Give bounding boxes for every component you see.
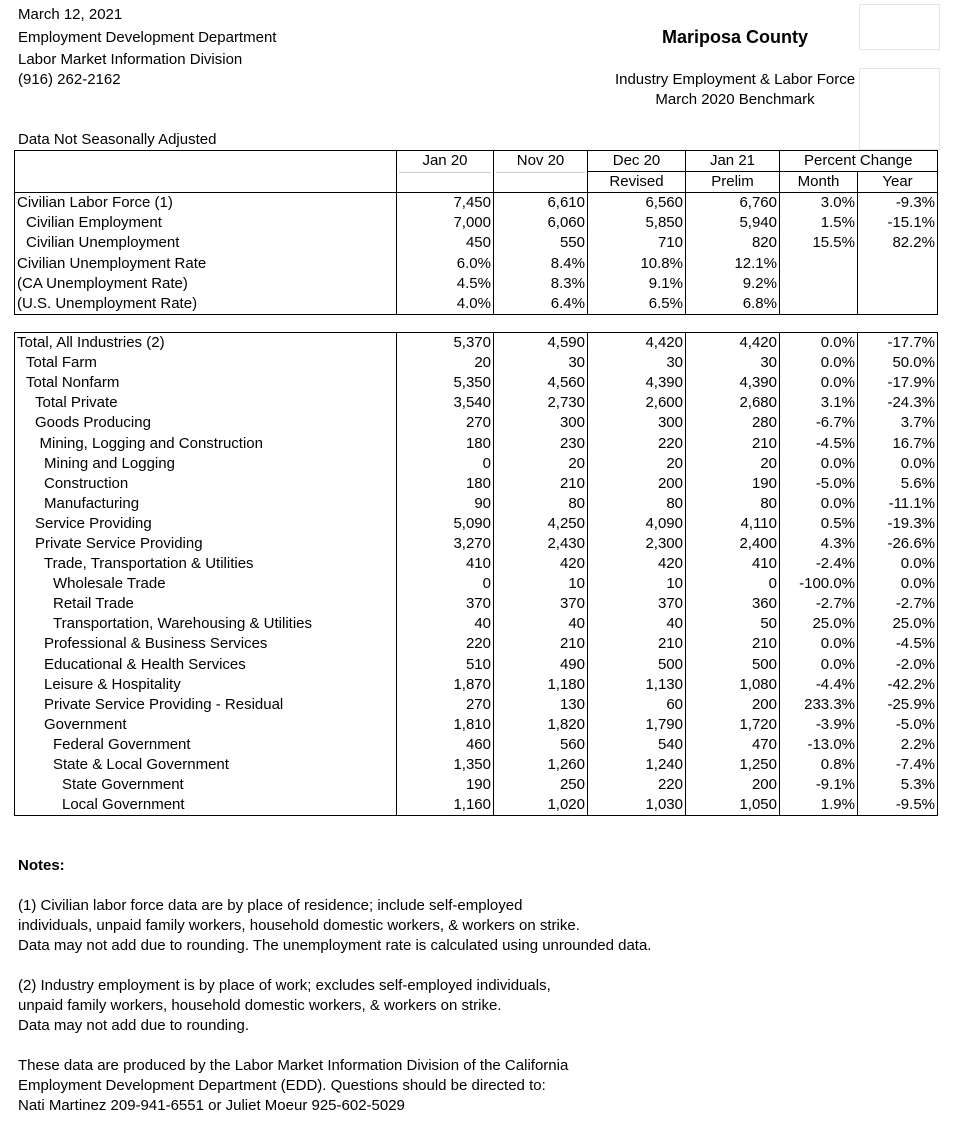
row-label: Leisure & Hospitality: [15, 675, 397, 695]
cell-jan20: 0: [397, 454, 494, 474]
row-label: Retail Trade: [15, 594, 397, 614]
cell-year-change: -9.3%: [858, 193, 938, 214]
table-row: [15, 294, 938, 315]
cell-dec20: 1,030: [588, 795, 686, 816]
table-row: [15, 213, 938, 233]
table-row: [15, 675, 938, 695]
table-row: [15, 594, 938, 614]
cell-dec20: 80: [588, 494, 686, 514]
header-blank: [15, 151, 397, 172]
cell-year-change: 0.0%: [858, 454, 938, 474]
cell-jan20: 6.0%: [397, 253, 494, 273]
cell-jan21: 80: [686, 494, 780, 514]
cell-jan21: 50: [686, 614, 780, 634]
cell-month-change: -9.1%: [780, 775, 858, 795]
col-header-jan20: Jan 20: [397, 151, 494, 172]
cell-jan20: 20: [397, 353, 494, 373]
row-label: Total Farm: [15, 353, 397, 373]
table-row: [15, 274, 938, 294]
cell-month-change: 1.9%: [780, 795, 858, 816]
cell-nov20: 30: [494, 353, 588, 373]
cell-year-change: -2.0%: [858, 655, 938, 675]
cell-jan21: 280: [686, 413, 780, 433]
table-row: [15, 333, 938, 354]
cell-year-change: -19.3%: [858, 514, 938, 534]
table-row: [15, 373, 938, 393]
table-row: [15, 655, 938, 675]
cell-nov20: 8.3%: [494, 274, 588, 294]
row-label: Total Private: [15, 393, 397, 413]
cell-nov20: 1,260: [494, 755, 588, 775]
cell-month-change: -3.9%: [780, 715, 858, 735]
cell-nov20: 80: [494, 494, 588, 514]
cell-nov20: 250: [494, 775, 588, 795]
cell-jan20: 410: [397, 554, 494, 574]
cell-nov20: 1,020: [494, 795, 588, 816]
cell-jan21: 360: [686, 594, 780, 614]
cell-nov20: 370: [494, 594, 588, 614]
table-row: [15, 193, 938, 214]
cell-jan20: 5,090: [397, 514, 494, 534]
cell-year-change: 5.6%: [858, 474, 938, 494]
cell-year-change: -26.6%: [858, 534, 938, 554]
cell-jan20: 1,350: [397, 755, 494, 775]
table-row: [15, 755, 938, 775]
table-row: [15, 695, 938, 715]
cell-jan21: 1,720: [686, 715, 780, 735]
cell-dec20: 540: [588, 735, 686, 755]
cell-jan21: 410: [686, 554, 780, 574]
table-row: [15, 433, 938, 453]
cell-jan21: 190: [686, 474, 780, 494]
cell-month-change: 0.5%: [780, 514, 858, 534]
cell-jan21: 4,390: [686, 373, 780, 393]
row-label: Civilian Unemployment: [15, 233, 397, 253]
cell-jan21: 12.1%: [686, 253, 780, 273]
cell-jan20: 5,370: [397, 333, 494, 354]
cell-artifact: [859, 4, 940, 50]
table-row: [15, 715, 938, 735]
col-header-year: Year: [858, 172, 938, 193]
cell-jan20: 1,810: [397, 715, 494, 735]
cell-year-change: 5.3%: [858, 775, 938, 795]
cell-month-change: 1.5%: [780, 213, 858, 233]
cell-nov20: 6.4%: [494, 294, 588, 315]
cell-month-change: -100.0%: [780, 574, 858, 594]
report-title: Industry Employment & Labor Force: [614, 71, 856, 88]
cell-dec20: 210: [588, 634, 686, 654]
cell-jan20: 1,160: [397, 795, 494, 816]
cell-dec20: 500: [588, 655, 686, 675]
cell-jan20: 270: [397, 695, 494, 715]
cell-jan20: 90: [397, 494, 494, 514]
industry-employment-table: [14, 332, 938, 816]
subheader-blank: [15, 172, 397, 193]
cell-nov20: 2,430: [494, 534, 588, 554]
row-label: Transportation, Warehousing & Utilities: [15, 614, 397, 634]
row-label: Service Providing: [15, 514, 397, 534]
cell-year-change: 2.2%: [858, 735, 938, 755]
cell-month-change: 0.8%: [780, 755, 858, 775]
note-3-line-2: Employment Development Department (EDD). Questions should be directed to:: [18, 1077, 546, 1094]
table-row: [15, 494, 938, 514]
cell-dec20: 10.8%: [588, 253, 686, 273]
cell-month-change: [780, 294, 858, 315]
table-row: [15, 634, 938, 654]
col-header-percent-change: [780, 151, 938, 172]
cell-jan21: 500: [686, 655, 780, 675]
cell-dec20: 6.5%: [588, 294, 686, 315]
row-label: Civilian Employment: [15, 213, 397, 233]
cell-dec20: 300: [588, 413, 686, 433]
cell-year-change: -25.9%: [858, 695, 938, 715]
cell-nov20: 40: [494, 614, 588, 634]
benchmark-label: March 2020 Benchmark: [655, 91, 815, 108]
cell-jan21: 200: [686, 775, 780, 795]
table-row: [15, 614, 938, 634]
cell-dec20: 4,390: [588, 373, 686, 393]
cell-dec20: 10: [588, 574, 686, 594]
cell-nov20: 4,590: [494, 333, 588, 354]
note-2-line-3: Data may not add due to rounding.: [18, 1017, 249, 1034]
cell-month-change: -4.4%: [780, 675, 858, 695]
cell-dec20: 1,130: [588, 675, 686, 695]
cell-year-change: 50.0%: [858, 353, 938, 373]
adjustment-note: Data Not Seasonally Adjusted: [18, 131, 217, 148]
cell-month-change: 25.0%: [780, 614, 858, 634]
cell-jan21: 20: [686, 454, 780, 474]
table-row: [15, 393, 938, 413]
cell-month-change: 15.5%: [780, 233, 858, 253]
cell-jan20: 40: [397, 614, 494, 634]
cell-jan20: 1,870: [397, 675, 494, 695]
cell-nov20: 550: [494, 233, 588, 253]
cell-dec20: 6,560: [588, 193, 686, 214]
cell-year-change: -24.3%: [858, 393, 938, 413]
row-label: Manufacturing: [15, 494, 397, 514]
row-label: Civilian Unemployment Rate: [15, 253, 397, 273]
cell-dec20: 5,850: [588, 213, 686, 233]
col-header-jan21: Jan 21: [686, 151, 780, 172]
row-label: Wholesale Trade: [15, 574, 397, 594]
cell-year-change: -2.7%: [858, 594, 938, 614]
cell-jan20: 7,000: [397, 213, 494, 233]
cell-year-change: -4.5%: [858, 634, 938, 654]
cell-month-change: 4.3%: [780, 534, 858, 554]
cell-month-change: [780, 274, 858, 294]
cell-nov20: 6,060: [494, 213, 588, 233]
row-label: Construction: [15, 474, 397, 494]
col-header-nov20: Nov 20: [494, 151, 588, 172]
table-row: [15, 735, 938, 755]
cell-nov20: 300: [494, 413, 588, 433]
cell-month-change: 233.3%: [780, 695, 858, 715]
cell-nov20: 130: [494, 695, 588, 715]
cell-dec20: 20: [588, 454, 686, 474]
cell-month-change: 0.0%: [780, 454, 858, 474]
row-label: Goods Producing: [15, 413, 397, 433]
row-label: Total, All Industries (2): [15, 333, 397, 354]
row-label: Mining, Logging and Construction: [15, 433, 397, 453]
note-2-line-2: unpaid family workers, household domestic workers, & workers on strike.: [18, 997, 502, 1014]
cell-jan21: 6,760: [686, 193, 780, 214]
cell-jan20: 4.5%: [397, 274, 494, 294]
cell-year-change: 82.2%: [858, 233, 938, 253]
cell-nov20: 560: [494, 735, 588, 755]
cell-dec20: 370: [588, 594, 686, 614]
cell-jan20: 270: [397, 413, 494, 433]
col-header-dec20: Dec 20: [588, 151, 686, 172]
row-label: Federal Government: [15, 735, 397, 755]
cell-jan21: 2,680: [686, 393, 780, 413]
table-row: [15, 554, 938, 574]
cell-jan20: 7,450: [397, 193, 494, 214]
cell-month-change: 0.0%: [780, 634, 858, 654]
cell-month-change: 0.0%: [780, 353, 858, 373]
cell-jan21: 200: [686, 695, 780, 715]
cell-nov20: 6,610: [494, 193, 588, 214]
table-row: [15, 454, 938, 474]
cell-nov20: 4,250: [494, 514, 588, 534]
cell-dec20: 1,240: [588, 755, 686, 775]
cell-jan21: 210: [686, 433, 780, 453]
cell-year-change: -11.1%: [858, 494, 938, 514]
row-label: (U.S. Unemployment Rate): [15, 294, 397, 315]
row-label: Private Service Providing - Residual: [15, 695, 397, 715]
cell-dec20: 2,600: [588, 393, 686, 413]
cell-jan20: 0: [397, 574, 494, 594]
cell-nov20: 20: [494, 454, 588, 474]
cell-nov20: 210: [494, 474, 588, 494]
cell-jan21: 9.2%: [686, 274, 780, 294]
note-1-line-2: individuals, unpaid family workers, household domestic workers, & workers on strike.: [18, 917, 580, 934]
note-2-line-1: (2) Industry employment is by place of work; excludes self-employed individuals,: [18, 977, 551, 994]
cell-jan20: 3,540: [397, 393, 494, 413]
cell-month-change: 3.1%: [780, 393, 858, 413]
header-row: [15, 151, 938, 172]
cell-jan20: 460: [397, 735, 494, 755]
cell-year-change: 0.0%: [858, 574, 938, 594]
cell-dec20: 200: [588, 474, 686, 494]
cell-year-change: -15.1%: [858, 213, 938, 233]
cell-nov20: 8.4%: [494, 253, 588, 273]
county-title: Mariposa County: [661, 27, 808, 47]
cell-jan20: 5,350: [397, 373, 494, 393]
cell-nov20: 10: [494, 574, 588, 594]
cell-year-change: 16.7%: [858, 433, 938, 453]
cell-year-change: -7.4%: [858, 755, 938, 775]
cell-month-change: 3.0%: [780, 193, 858, 214]
cell-dec20: 60: [588, 695, 686, 715]
row-label: State Government: [15, 775, 397, 795]
cell-dec20: 710: [588, 233, 686, 253]
labor-force-table: [14, 150, 938, 315]
cell-jan21: 1,080: [686, 675, 780, 695]
cell-month-change: 0.0%: [780, 373, 858, 393]
division-name: Labor Market Information Division: [18, 51, 243, 68]
cell-dec20: 9.1%: [588, 274, 686, 294]
cell-dec20: 220: [588, 775, 686, 795]
cell-jan21: 6.8%: [686, 294, 780, 315]
cell-jan20: 3,270: [397, 534, 494, 554]
table-row: [15, 253, 938, 273]
note-1-line-3: Data may not add due to rounding. The unemployment rate is calculated using unrounded data.: [18, 937, 652, 954]
cell-year-change: [858, 274, 938, 294]
cell-jan21: 820: [686, 233, 780, 253]
notes-section: [18, 856, 651, 1116]
cell-jan21: 1,050: [686, 795, 780, 816]
cell-month-change: 0.0%: [780, 494, 858, 514]
cell-year-change: -9.5%: [858, 795, 938, 816]
row-label: Trade, Transportation & Utilities: [15, 554, 397, 574]
cell-jan20: 510: [397, 655, 494, 675]
cell-month-change: -2.7%: [780, 594, 858, 614]
cell-jan20: 190: [397, 775, 494, 795]
cell-dec20: 4,090: [588, 514, 686, 534]
table-row: [15, 353, 938, 373]
table-row: [15, 413, 938, 433]
notes-heading: Notes:: [18, 857, 65, 874]
department-name: Employment Development Department: [18, 29, 277, 46]
table-row: [15, 474, 938, 494]
cell-jan21: 470: [686, 735, 780, 755]
cell-year-change: -17.7%: [858, 333, 938, 354]
note-3-line-3: Nati Martinez 209-941-6551 or Juliet Moeur 925-602-5029: [18, 1097, 405, 1114]
table-row: [15, 534, 938, 554]
cell-jan20: 4.0%: [397, 294, 494, 315]
cell-jan21: 0: [686, 574, 780, 594]
cell-dec20: 1,790: [588, 715, 686, 735]
cell-dec20: 2,300: [588, 534, 686, 554]
note-3-line-1: These data are produced by the Labor Market Information Division of the California: [18, 1057, 569, 1074]
row-label: Professional & Business Services: [15, 634, 397, 654]
col-sub-jan20: [397, 172, 494, 193]
cell-jan21: 5,940: [686, 213, 780, 233]
cell-year-change: 0.0%: [858, 554, 938, 574]
row-label: State & Local Government: [15, 755, 397, 775]
cell-month-change: 0.0%: [780, 655, 858, 675]
cell-year-change: -5.0%: [858, 715, 938, 735]
table-row: [15, 233, 938, 253]
percent-change-label: Percent Change: [780, 151, 938, 171]
cell-jan21: 30: [686, 353, 780, 373]
cell-dec20: 4,420: [588, 333, 686, 354]
cell-jan20: 450: [397, 233, 494, 253]
cell-nov20: 230: [494, 433, 588, 453]
row-label: Local Government: [15, 795, 397, 816]
col-sub-nov20: [494, 172, 588, 193]
row-label: Private Service Providing: [15, 534, 397, 554]
cell-nov20: 2,730: [494, 393, 588, 413]
col-sub-dec20: Revised: [588, 172, 686, 193]
cell-artifact: [859, 68, 940, 150]
cell-nov20: 420: [494, 554, 588, 574]
row-label: Educational & Health Services: [15, 655, 397, 675]
cell-nov20: 1,820: [494, 715, 588, 735]
phone-number: (916) 262-2162: [18, 71, 121, 88]
cell-month-change: -6.7%: [780, 413, 858, 433]
table-row: [15, 574, 938, 594]
row-label: Total Nonfarm: [15, 373, 397, 393]
table-row: [15, 514, 938, 534]
cell-month-change: [780, 253, 858, 273]
cell-year-change: [858, 294, 938, 315]
table-row: [15, 775, 938, 795]
cell-month-change: -4.5%: [780, 433, 858, 453]
cell-jan21: 2,400: [686, 534, 780, 554]
cell-month-change: -5.0%: [780, 474, 858, 494]
cell-month-change: -2.4%: [780, 554, 858, 574]
table-row: [15, 795, 938, 816]
row-label: Civilian Labor Force (1): [15, 193, 397, 214]
cell-nov20: 4,560: [494, 373, 588, 393]
cell-dec20: 30: [588, 353, 686, 373]
cell-nov20: 1,180: [494, 675, 588, 695]
cell-jan20: 180: [397, 433, 494, 453]
cell-dec20: 220: [588, 433, 686, 453]
cell-jan20: 220: [397, 634, 494, 654]
cell-year-change: -17.9%: [858, 373, 938, 393]
cell-year-change: -42.2%: [858, 675, 938, 695]
report-date: March 12, 2021: [18, 6, 123, 23]
cell-jan20: 180: [397, 474, 494, 494]
cell-jan21: 1,250: [686, 755, 780, 775]
cell-jan21: 4,110: [686, 514, 780, 534]
cell-nov20: 210: [494, 634, 588, 654]
col-header-month: Month: [780, 172, 858, 193]
col-sub-jan21: Prelim: [686, 172, 780, 193]
cell-year-change: 3.7%: [858, 413, 938, 433]
cell-jan21: 4,420: [686, 333, 780, 354]
cell-month-change: 0.0%: [780, 333, 858, 354]
cell-nov20: 490: [494, 655, 588, 675]
cell-jan20: 370: [397, 594, 494, 614]
cell-year-change: [858, 253, 938, 273]
subheader-row: [15, 172, 938, 193]
cell-year-change: 25.0%: [858, 614, 938, 634]
cell-dec20: 420: [588, 554, 686, 574]
row-label: (CA Unemployment Rate): [15, 274, 397, 294]
cell-dec20: 40: [588, 614, 686, 634]
note-1-line-1: (1) Civilian labor force data are by place of residence; include self-employed: [18, 897, 523, 914]
cell-month-change: -13.0%: [780, 735, 858, 755]
cell-jan21: 210: [686, 634, 780, 654]
row-label: Government: [15, 715, 397, 735]
row-label: Mining and Logging: [15, 454, 397, 474]
